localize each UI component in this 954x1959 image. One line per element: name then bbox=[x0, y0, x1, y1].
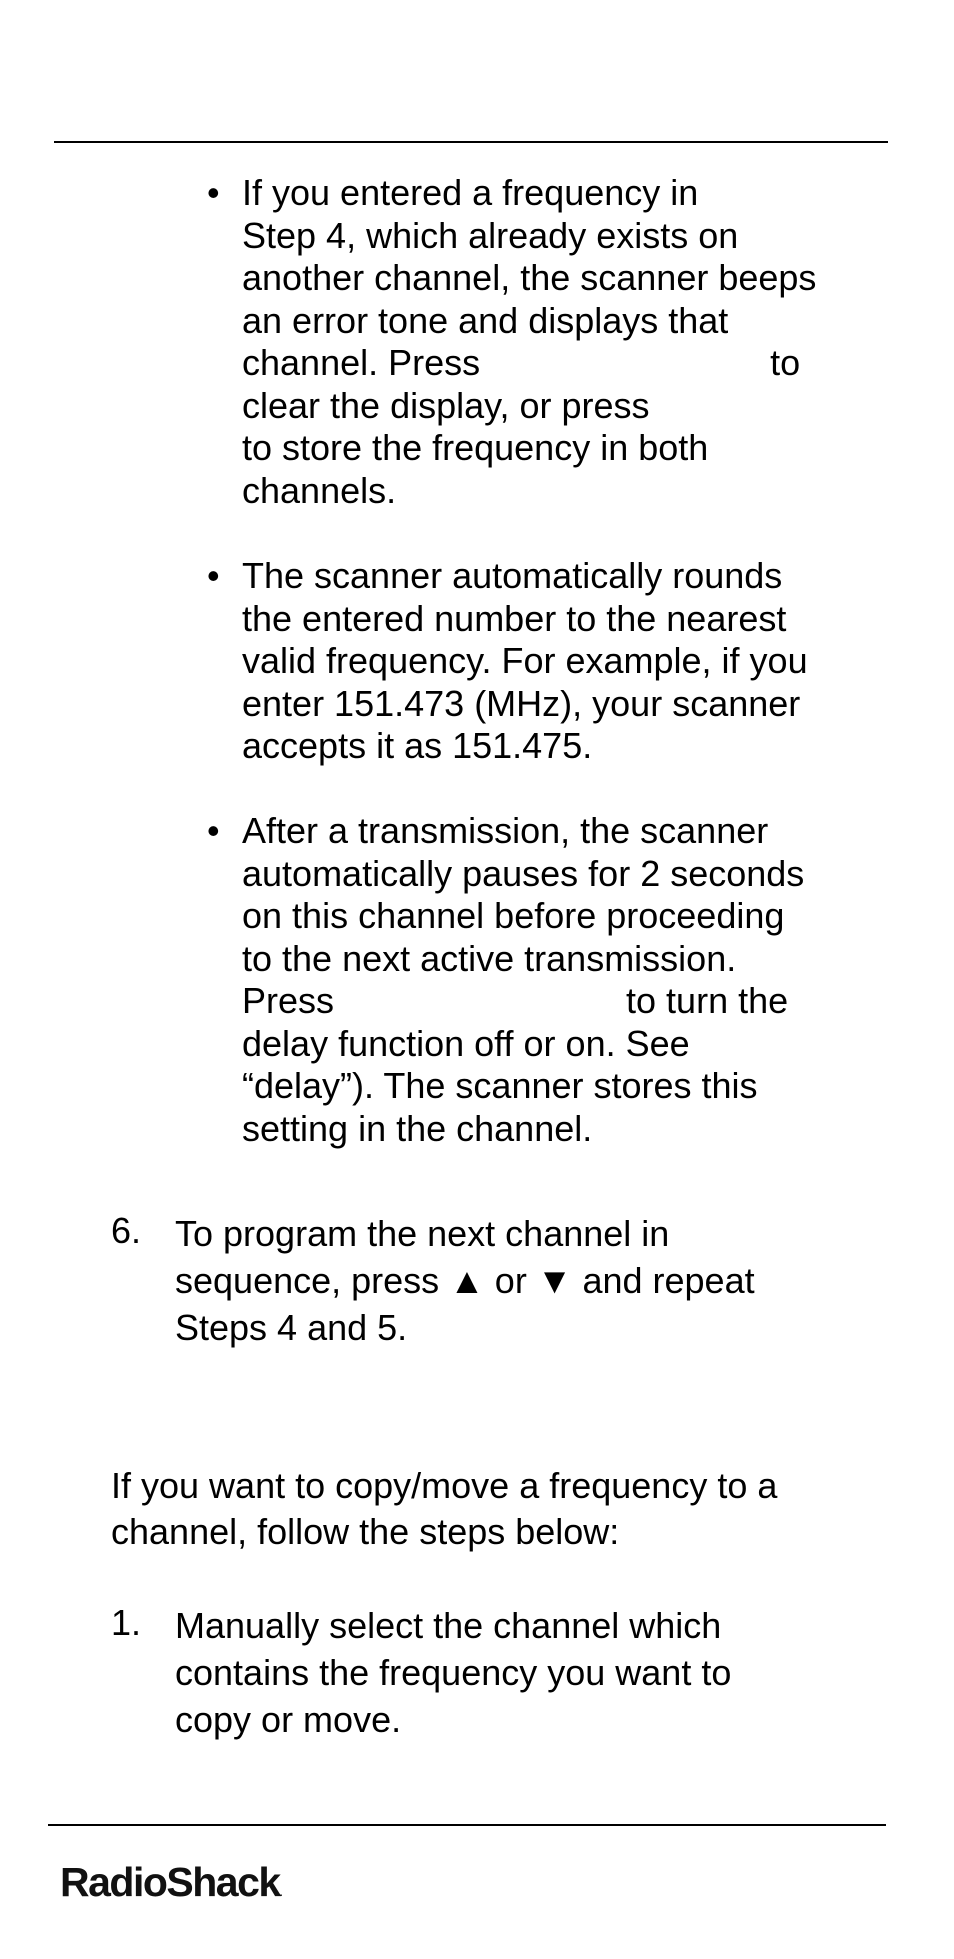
bullet-line: clear the display, or press bbox=[242, 384, 650, 426]
bullet-line: automatically pauses for 2 seconds bbox=[242, 852, 805, 894]
radioshack-logo bbox=[60, 1859, 282, 1906]
bullet-line: After a transmission, the scanner bbox=[242, 810, 769, 851]
bullet-body bbox=[242, 172, 922, 512]
bullet-marker: • bbox=[207, 555, 220, 596]
bullet-line: accepts it as 151.475. bbox=[242, 725, 593, 766]
step-line: To program the next channel in bbox=[175, 1213, 670, 1254]
bullet-body bbox=[242, 810, 922, 1150]
step-line: Manually select the channel which bbox=[175, 1605, 722, 1646]
bullet-line: the entered number to the nearest bbox=[242, 597, 787, 639]
bullet-line: setting in the channel. bbox=[242, 1107, 593, 1149]
bullet-line-with-gap bbox=[242, 980, 922, 1023]
bullet-line: to store the frequency in both bbox=[242, 427, 709, 468]
bullet-line: If you entered a frequency in bbox=[242, 172, 699, 213]
bullet-line-part: to turn the bbox=[626, 980, 789, 1021]
header-rule bbox=[54, 141, 888, 143]
step-body bbox=[175, 1210, 915, 1351]
bullet-marker: • bbox=[207, 172, 220, 213]
step-line: sequence, press ▲ or ▼ and repeat bbox=[175, 1260, 755, 1301]
bullet-line: to the next active transmission. bbox=[242, 937, 737, 979]
bullet-line-part: Press bbox=[242, 980, 335, 1021]
copy-move-intro bbox=[111, 1463, 901, 1555]
bullet-line: The scanner automatically rounds bbox=[242, 555, 783, 596]
bullet-line: an error tone and displays that bbox=[242, 299, 729, 341]
bullet-line: on this channel before proceeding bbox=[242, 895, 785, 936]
step-body bbox=[175, 1602, 915, 1743]
bullet-marker: • bbox=[207, 810, 220, 851]
bullet-line: delay function off or on. See bbox=[242, 1022, 690, 1064]
step-number: 1. bbox=[111, 1602, 142, 1643]
logo-wordmark: RadioShack bbox=[60, 1859, 280, 1905]
step-line: contains the frequency you want to bbox=[175, 1652, 732, 1693]
step-number: 6. bbox=[111, 1210, 142, 1251]
bullet-line: “delay”). The scanner stores this bbox=[242, 1065, 758, 1106]
bullet-line-with-gap bbox=[242, 342, 922, 385]
intro-line: If you want to copy/move a frequency to a bbox=[111, 1465, 778, 1506]
logo-mark: . bbox=[279, 1888, 283, 1899]
bullet-line: enter 151.473 (MHz), your scanner bbox=[242, 682, 801, 724]
bullet-line-part: to bbox=[770, 342, 801, 383]
bullet-body bbox=[242, 555, 922, 768]
bullet-line: channels. bbox=[242, 469, 397, 511]
footer-rule bbox=[48, 1824, 886, 1826]
step-line: Steps 4 and 5. bbox=[175, 1307, 408, 1348]
intro-line: channel, follow the steps below: bbox=[111, 1511, 620, 1552]
bullet-line-part: channel. Press bbox=[242, 342, 481, 383]
step-line: copy or move. bbox=[175, 1699, 402, 1740]
bullet-line: another channel, the scanner beeps bbox=[242, 257, 817, 298]
bullet-line: valid frequency. For example, if you bbox=[242, 640, 808, 681]
bullet-line: Step 4, which already exists on bbox=[242, 214, 739, 256]
